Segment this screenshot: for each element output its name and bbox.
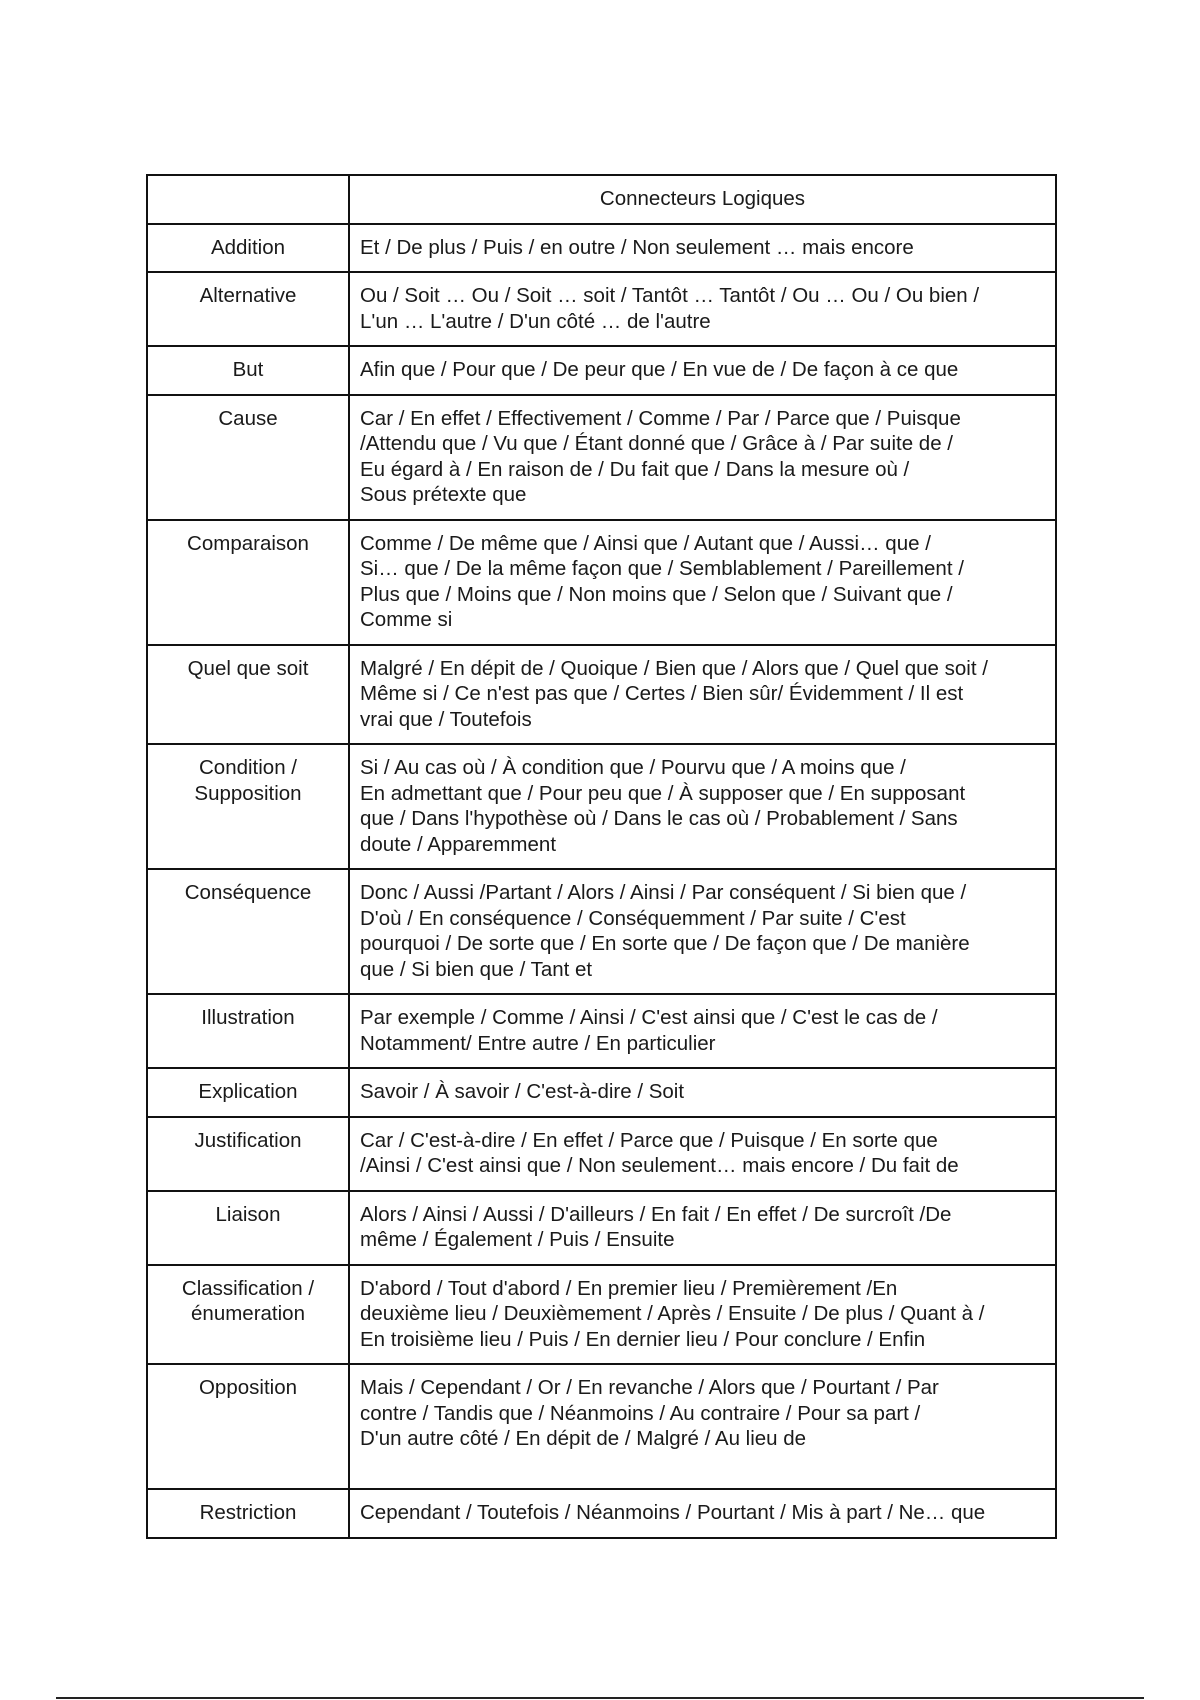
category-label: Quel que soit [187,656,309,680]
category-cell [147,869,349,994]
table-row [147,520,1056,645]
category-cell [147,520,349,645]
connectors-text: Car / C'est-à-dire / En effet / Parce que / Puisque / En sorte que [360,1128,938,1152]
connectors-text: Cependant / Toutefois / Néanmoins / Pourtant / Mis à part / Ne… que [360,1501,986,1524]
table-row [147,869,1056,994]
category-cell [147,1068,349,1117]
connectors-text: pourquoi / De sorte que / En sorte que / De façon que / De manière [360,932,970,955]
table-header-row [147,175,1056,224]
table-body [147,175,1056,1538]
connectors-cell [349,520,1056,645]
table-row [147,1068,1056,1117]
connectors-text: Malgré / En dépit de / Quoique / Bien que / Alors que / Quel que soit / [360,656,988,680]
table-row [147,645,1056,745]
connectors-text: Notamment/ Entre autre / En particulier [360,1031,716,1055]
connectors-text: Par exemple / Comme / Ainsi / C'est ainsi que / C'est le cas de / [360,1006,938,1029]
connectors-text: deuxième lieu / Deuxièmement / Après / Ensuite / De plus / Quant à / [360,1302,985,1325]
connectors-cell [349,1489,1056,1538]
table-row [147,395,1056,520]
connectors-cell [349,869,1056,994]
table-row [147,1117,1056,1191]
table-row [147,744,1056,869]
connectors-table [146,174,1057,1539]
connectors-text: /Attendu que / Vu que / Étant donné que / Grâce à / Par suite de / [360,432,953,455]
category-label: Opposition [198,1376,297,1399]
category-cell [147,645,349,745]
connectors-text: Si… que / De la même façon que / Semblablement / Pareillement / [360,557,964,580]
connectors-cell [349,224,1056,273]
connectors-text: D'où / En conséquence / Conséquemment / Par suite / C'est [360,906,906,930]
connectors-text: Car / En effet / Effectivement / Comme / Par / Parce que / Puisque [360,406,961,430]
category-label: Comparaison [187,531,309,555]
table-row [147,346,1056,395]
table-title: Connecteurs Logiques [349,175,1056,224]
connectors-cell [349,1068,1056,1117]
category-label: Justification [194,1128,302,1152]
header-corner-cell [147,175,349,224]
connectors-text: Plus que / Moins que / Non moins que / Selon que / Suivant que / [360,582,953,606]
category-cell [147,744,349,869]
connectors-text: vrai que / Toutefois [360,707,532,731]
category-label: Supposition [194,781,302,805]
connectors-text: /Ainsi / C'est ainsi que / Non seulement… mais encore / Du fait de [360,1154,959,1177]
connectors-cell [349,395,1056,520]
connectors-text: Afin que / Pour que / De peur que / En vue de / De façon à ce que [360,358,959,381]
connectors-cell [349,346,1056,395]
connectors-text: En admettant que / Pour peu que / À supposer que / En supposant [360,781,966,805]
connectors-text: que / Si bien que / Tant et [360,957,593,981]
category-label: Addition [210,235,286,259]
category-label: Alternative [199,284,297,307]
category-label: Liaison [215,1202,281,1226]
connectors-text: contre / Tandis que / Néanmoins / Au contraire / Pour sa part / [360,1401,921,1425]
connectors-text: Même si / Ce n'est pas que / Certes / Bien sûr/ Évidemment / Il est [360,682,964,705]
connectors-text: Ou / Soit … Ou / Soit … soit / Tantôt … Tantôt / Ou … Ou / Ou bien / [360,284,980,307]
table-row [147,224,1056,273]
table-row [147,994,1056,1068]
connectors-text: Sous prétexte que [360,483,527,506]
category-label: énumeration [191,1302,305,1325]
connectors-text: doute / Apparemment [360,832,557,856]
category-label: Condition / [198,756,297,779]
category-label: Conséquence [184,881,312,904]
connectors-table-container [146,174,1055,1539]
category-label: Cause [218,406,278,430]
connectors-text: D'abord / Tout d'abord / En premier lieu / Premièrement /En [360,1276,898,1300]
connectors-cell [349,994,1056,1068]
connectors-text: Comme si [360,608,453,631]
category-cell [147,224,349,273]
table-row [147,1489,1056,1538]
category-cell [147,994,349,1068]
category-label: But [232,358,264,381]
category-label: Classification / [181,1276,315,1300]
footer-divider [56,1697,1144,1699]
category-cell [147,272,349,346]
table-row [147,1191,1056,1265]
connectors-cell [349,1265,1056,1365]
connectors-text: que / Dans l'hypothèse où / Dans le cas où / Probablement / Sans [360,807,958,830]
category-label: Illustration [201,1006,295,1029]
table-row [147,1364,1056,1489]
connectors-text: D'un autre côté / En dépit de / Malgré / Au lieu de [360,1427,807,1450]
connectors-text: En troisième lieu / Puis / En dernier lieu / Pour conclure / Enfin [360,1327,926,1351]
connectors-text: Comme / De même que / Ainsi que / Autant que / Aussi… que / [360,531,931,555]
connectors-text: Eu égard à / En raison de / Du fait que / Dans la mesure où / [360,457,910,481]
connectors-text: Alors / Ainsi / Aussi / D'ailleurs / En fait / En effet / De surcroît /De [360,1202,952,1226]
connectors-text: Si / Au cas où / À condition que / Pourvu que / A moins que / [360,756,906,779]
category-cell [147,346,349,395]
connectors-cell [349,1117,1056,1191]
connectors-cell [349,1364,1056,1489]
connectors-cell [349,645,1056,745]
category-label: Restriction [199,1501,297,1524]
connectors-text: Savoir / À savoir / C'est-à-dire / Soit [360,1080,685,1103]
category-cell [147,1191,349,1265]
category-cell [147,1489,349,1538]
connectors-cell [349,1191,1056,1265]
category-cell [147,1117,349,1191]
connectors-text: Mais / Cependant / Or / En revanche / Alors que / Pourtant / Par [360,1376,939,1399]
category-cell [147,1364,349,1489]
connectors-text: Donc / Aussi /Partant / Alors / Ainsi / Par conséquent / Si bien que / [360,881,967,904]
category-label: Explication [198,1080,298,1103]
connectors-cell [349,744,1056,869]
category-cell [147,1265,349,1365]
table-row [147,1265,1056,1365]
connectors-text: Et / De plus / Puis / en outre / Non seulement … mais encore [360,235,914,259]
connectors-text: même / Également / Puis / Ensuite [360,1228,675,1251]
connectors-cell [349,272,1056,346]
table-row [147,272,1056,346]
category-cell [147,395,349,520]
connectors-text: L'un … L'autre / D'un côté … de l'autre [360,309,711,333]
blank-line [360,1452,1045,1478]
